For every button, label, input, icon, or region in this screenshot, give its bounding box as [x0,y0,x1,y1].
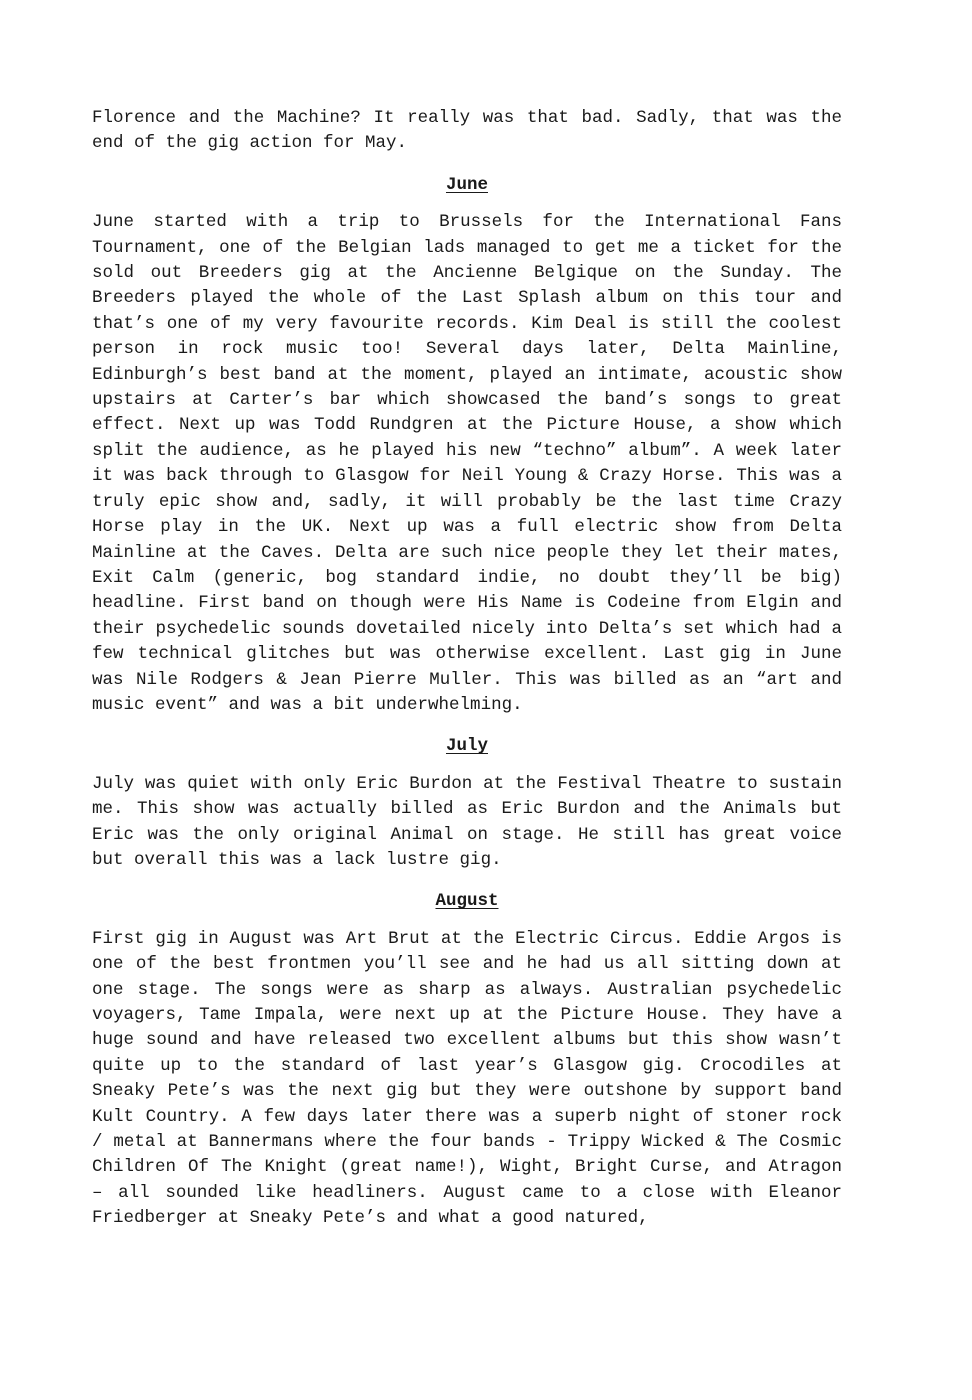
section-heading-june: June [445,174,488,195]
section-paragraph-august: First gig in August was Art Brut at the Electric Circus. Eddie Argos is one of the best frontmen you’ll see and he had us all sitting down at one stage. The songs were as sharp as always. Australian psychedelic voyagers, Tame Impala, were next up at the Picture House. They have a huge sound and have released two excellent albums but this show wasn’t quite up to the standard of last year’s Glasgow gig. Crocodiles at Sneaky Pete’s was the next gig but they were outshone by support band Kult Country. A few days later there was a superb night of stoner rock / metal at Bannermans where the four bands - Trippy Wicked & The Cosmic Children Of The Knight (great name!), Wight, Bright Curse, and Atragon – all sounded like headliners. August came to a close with Eleanor Friedberger at Sneaky Pete’s and what a good natured, [92,928,842,1229]
document-page [92,106,842,1232]
section-paragraph-june: June started with a trip to Brussels for the International Fans Tournament, one of the Belgian lads managed to get me a ticket for the sold out Breeders gig at the Ancienne Belgique on the Sunday. The Breeders played the whole of the Last Splash album on this tour and that’s one of my very favourite records. Kim Deal is still the coolest person in rock music too! Several days later, Delta Mainline, Edinburgh’s best band at the moment, played an intimate, acoustic show upstairs at Carter’s bar which showcased the band’s songs to great effect. Next up was Todd Rundgren at the Picture House, a show which split the audience, as he played his new “techno” album”. A week later it was back through to Glasgow for Neil Young & Crazy Horse. This was a truly epic show and, sadly, it will probably be the last time Crazy Horse play in the UK. Next up was a full electric show from Delta Mainline at the Caves. Delta are such nice people they let their mates, Exit Calm (generic, bog standard indie, no doubt they’ll be big) headline. First band on though were His Name is Codeine from Elgin and their psychedelic sounds dovetailed nicely into Delta’s set which had a few technical glitches but was otherwise excellent. Last gig in June was Nile Rodgers & Jean Pierre Muller. This was billed as an “art and music event” and was a bit underwhelming. [92,212,842,715]
section-heading-august: August [435,891,499,912]
section-heading-july: July [445,736,488,757]
intro-paragraph: Florence and the Machine? It really was that bad. Sadly, that was the end of the gig action for May. [92,108,842,154]
section-paragraph-july: July was quiet with only Eric Burdon at the Festival Theatre to sustain me. This show was actually billed as Eric Burdon and the Animals but Eric was the only original Animal on stage. He still has great voice but overall this was a lack lustre gig. [92,773,842,870]
